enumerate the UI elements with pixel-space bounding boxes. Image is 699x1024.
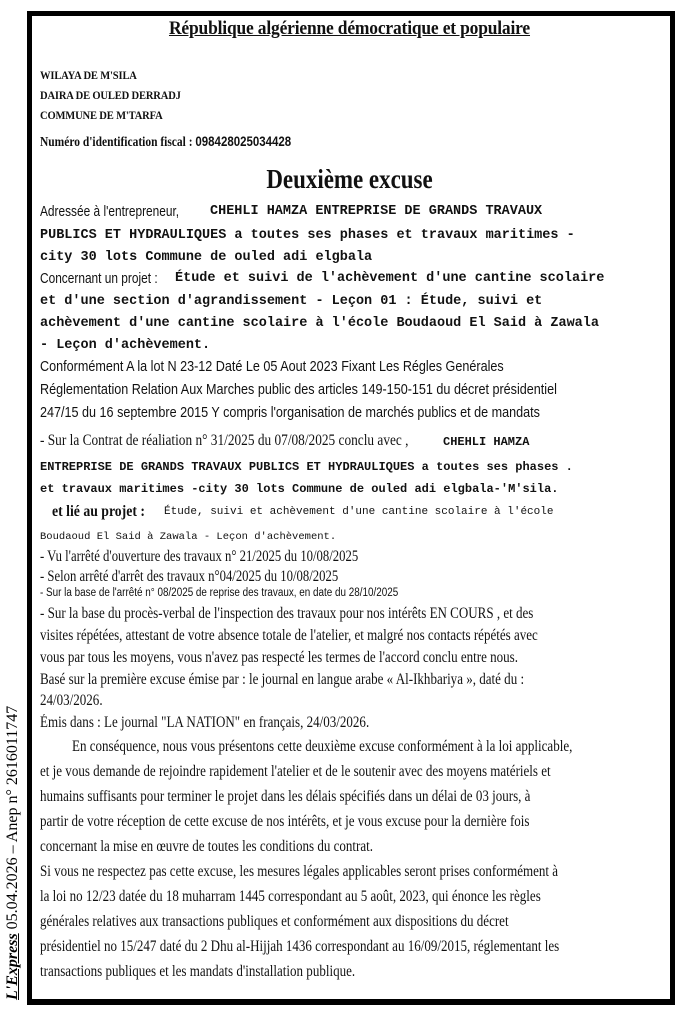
conformity-line-2: Réglementation Relation Aux Marches public des articles 149-150-151 du décret présidentiel xyxy=(40,381,557,398)
conformity-line-1: Conformément A la lot N 23-12 Daté Le 05 Aout 2023 Fixant Les Régles Genérales xyxy=(40,358,504,375)
first-excuse-line-1: Basé sur la première excuse émise par : le journal en langue arabe « Al-Ikhbariya », daté du : xyxy=(40,671,525,688)
inspection-line-2: visites répétées, attestant de votre absence totale de l'atelier, et malgré nos contacts répétés avec xyxy=(40,627,538,644)
penalty-line-5: transactions publiques et les mandats d'installation publique. xyxy=(40,963,356,980)
project-line-1 xyxy=(40,270,605,288)
daira-line: DAIRA DE OULED DERRADJ xyxy=(40,88,181,102)
project-line-2: et d'une section d'agrandissement - Leçon 01 : Étude, suivi et xyxy=(40,294,543,309)
republic-header: République algérienne démocratique et populaire xyxy=(168,18,531,39)
publication-name: L'Express xyxy=(4,933,21,1000)
order-stop: - Selon arrêté d'arrêt des travaux n°04/2025 du 10/08/2025 xyxy=(40,568,339,585)
addressed-label: Adressée à l'entrepreneur, xyxy=(40,204,180,220)
contract-label: - Sur la Contrat de réaliation n° 31/2025 du 07/08/2025 conclu avec , xyxy=(40,432,409,449)
consequence-line-3: humains suffisants pour terminer le projet dans les délais spécifiés dans un délai de 03 jours, à xyxy=(40,788,531,805)
addressed-line-3: city 30 lots Commune de ouled adi elgbala xyxy=(40,250,373,265)
consequence-line-4: partir de votre réception de cette excuse de nos intérêts, et je vous excuse pour la dernière fois xyxy=(40,813,530,830)
addressed-line-2: PUBLICS ET HYDRAULIQUES a toutes ses phases et travaux maritimes - xyxy=(40,228,575,243)
project-line-4: - Leçon d'achèvement. xyxy=(40,338,211,353)
first-excuse-line-2: 24/03/2026. xyxy=(40,692,103,709)
publication-details: 05.04.2026 – Anep n° 2616011747 xyxy=(4,705,21,934)
penalty-line-3: générales relatives aux transactions publiques et conformément aux dispositions du décret xyxy=(40,913,509,930)
project-desc: Étude et suivi de l'achèvement d'une cantine scolaire xyxy=(175,271,605,286)
order-resume: - Sur la base de l'arrêté n° 08/2025 de reprise des travaux, en date du 28/10/2025 xyxy=(40,587,399,599)
contract-contractor: CHEHLI HAMZA xyxy=(443,435,530,449)
order-opening: - Vu l'arrêté d'ouverture des travaux n° 21/2025 du 10/08/2025 xyxy=(40,548,359,565)
fiscal-id-label: Numéro d'identification fiscal : xyxy=(40,135,193,150)
penalty-line-2: la loi no 12/23 datée du 18 muharram 1445 correspondant au 5 août, 2023, qui énonce les règles xyxy=(40,888,541,905)
consequence-line-1: En conséquence, nous vous présentons cette deuxième excuse conformément à la loi applicable, xyxy=(72,738,573,755)
publication-side-note xyxy=(4,706,22,1000)
fiscal-id-value: 098428025034428 xyxy=(195,133,292,149)
contract-line-2: ENTREPRISE DE GRANDS TRAVAUX PUBLICS ET HYDRAULIQUES a toutes ses phases . xyxy=(40,460,573,474)
conformity-line-3: 247/15 du 16 septembre 2015 Y compris l'organisation de marchés publics et de mandats xyxy=(40,404,540,421)
project-line-3: achèvement d'une cantine scolaire à l'école Boudaoud El Said à Zawala xyxy=(40,316,599,331)
consequence-line-2: et je vous demande de rejoindre rapidement l'atelier et de le soutenir avec des moyens matériels et xyxy=(40,763,551,780)
linked-project-desc: Étude, suivi et achèvement d'une cantine scolaire à l'école xyxy=(164,506,554,518)
project-label: Concernant un projet : xyxy=(40,271,158,287)
linked-project-line-1 xyxy=(52,503,554,521)
document-title: Deuxième excuse xyxy=(266,164,433,194)
addressed-line-1 xyxy=(40,203,543,221)
published-in: Émis dans : Le journal "LA NATION" en français, 24/03/2026. xyxy=(40,714,370,731)
inspection-line-3: vous par tous les moyens, vous n'avez pas respecté les termes de l'accord conclu entre nous. xyxy=(40,649,518,666)
consequence-line-5: concernant la mise en œuvre de toutes les conditions du contrat. xyxy=(40,838,374,855)
contract-line-1 xyxy=(40,432,530,450)
linked-project-line-2: Boudaoud El Said à Zawala - Leçon d'achèvement. xyxy=(40,531,337,543)
wilaya-line: WILAYA DE M'SILA xyxy=(40,68,137,82)
contract-line-3: et travaux maritimes -city 30 lots Commune de ouled adi elgbala-'M'sila. xyxy=(40,482,559,496)
contractor-name: CHEHLI HAMZA ENTREPRISE DE GRANDS TRAVAUX xyxy=(210,204,543,219)
linked-project-label: et lié au projet : xyxy=(52,503,145,520)
penalty-line-4: présidentiel no 15/247 daté du 2 Dhu al-Hijjah 1436 correspondant au 16/09/2015, réglementant les xyxy=(40,938,560,955)
inspection-line-1: - Sur la base du procès-verbal de l'inspection des travaux pour nos intérêts EN COURS , et des xyxy=(40,605,534,622)
penalty-line-1: Si vous ne respectez pas cette excuse, les mesures légales applicables seront prises conformément à xyxy=(40,863,559,880)
commune-line: COMMUNE DE M'TARFA xyxy=(40,108,163,122)
fiscal-id xyxy=(40,133,291,151)
